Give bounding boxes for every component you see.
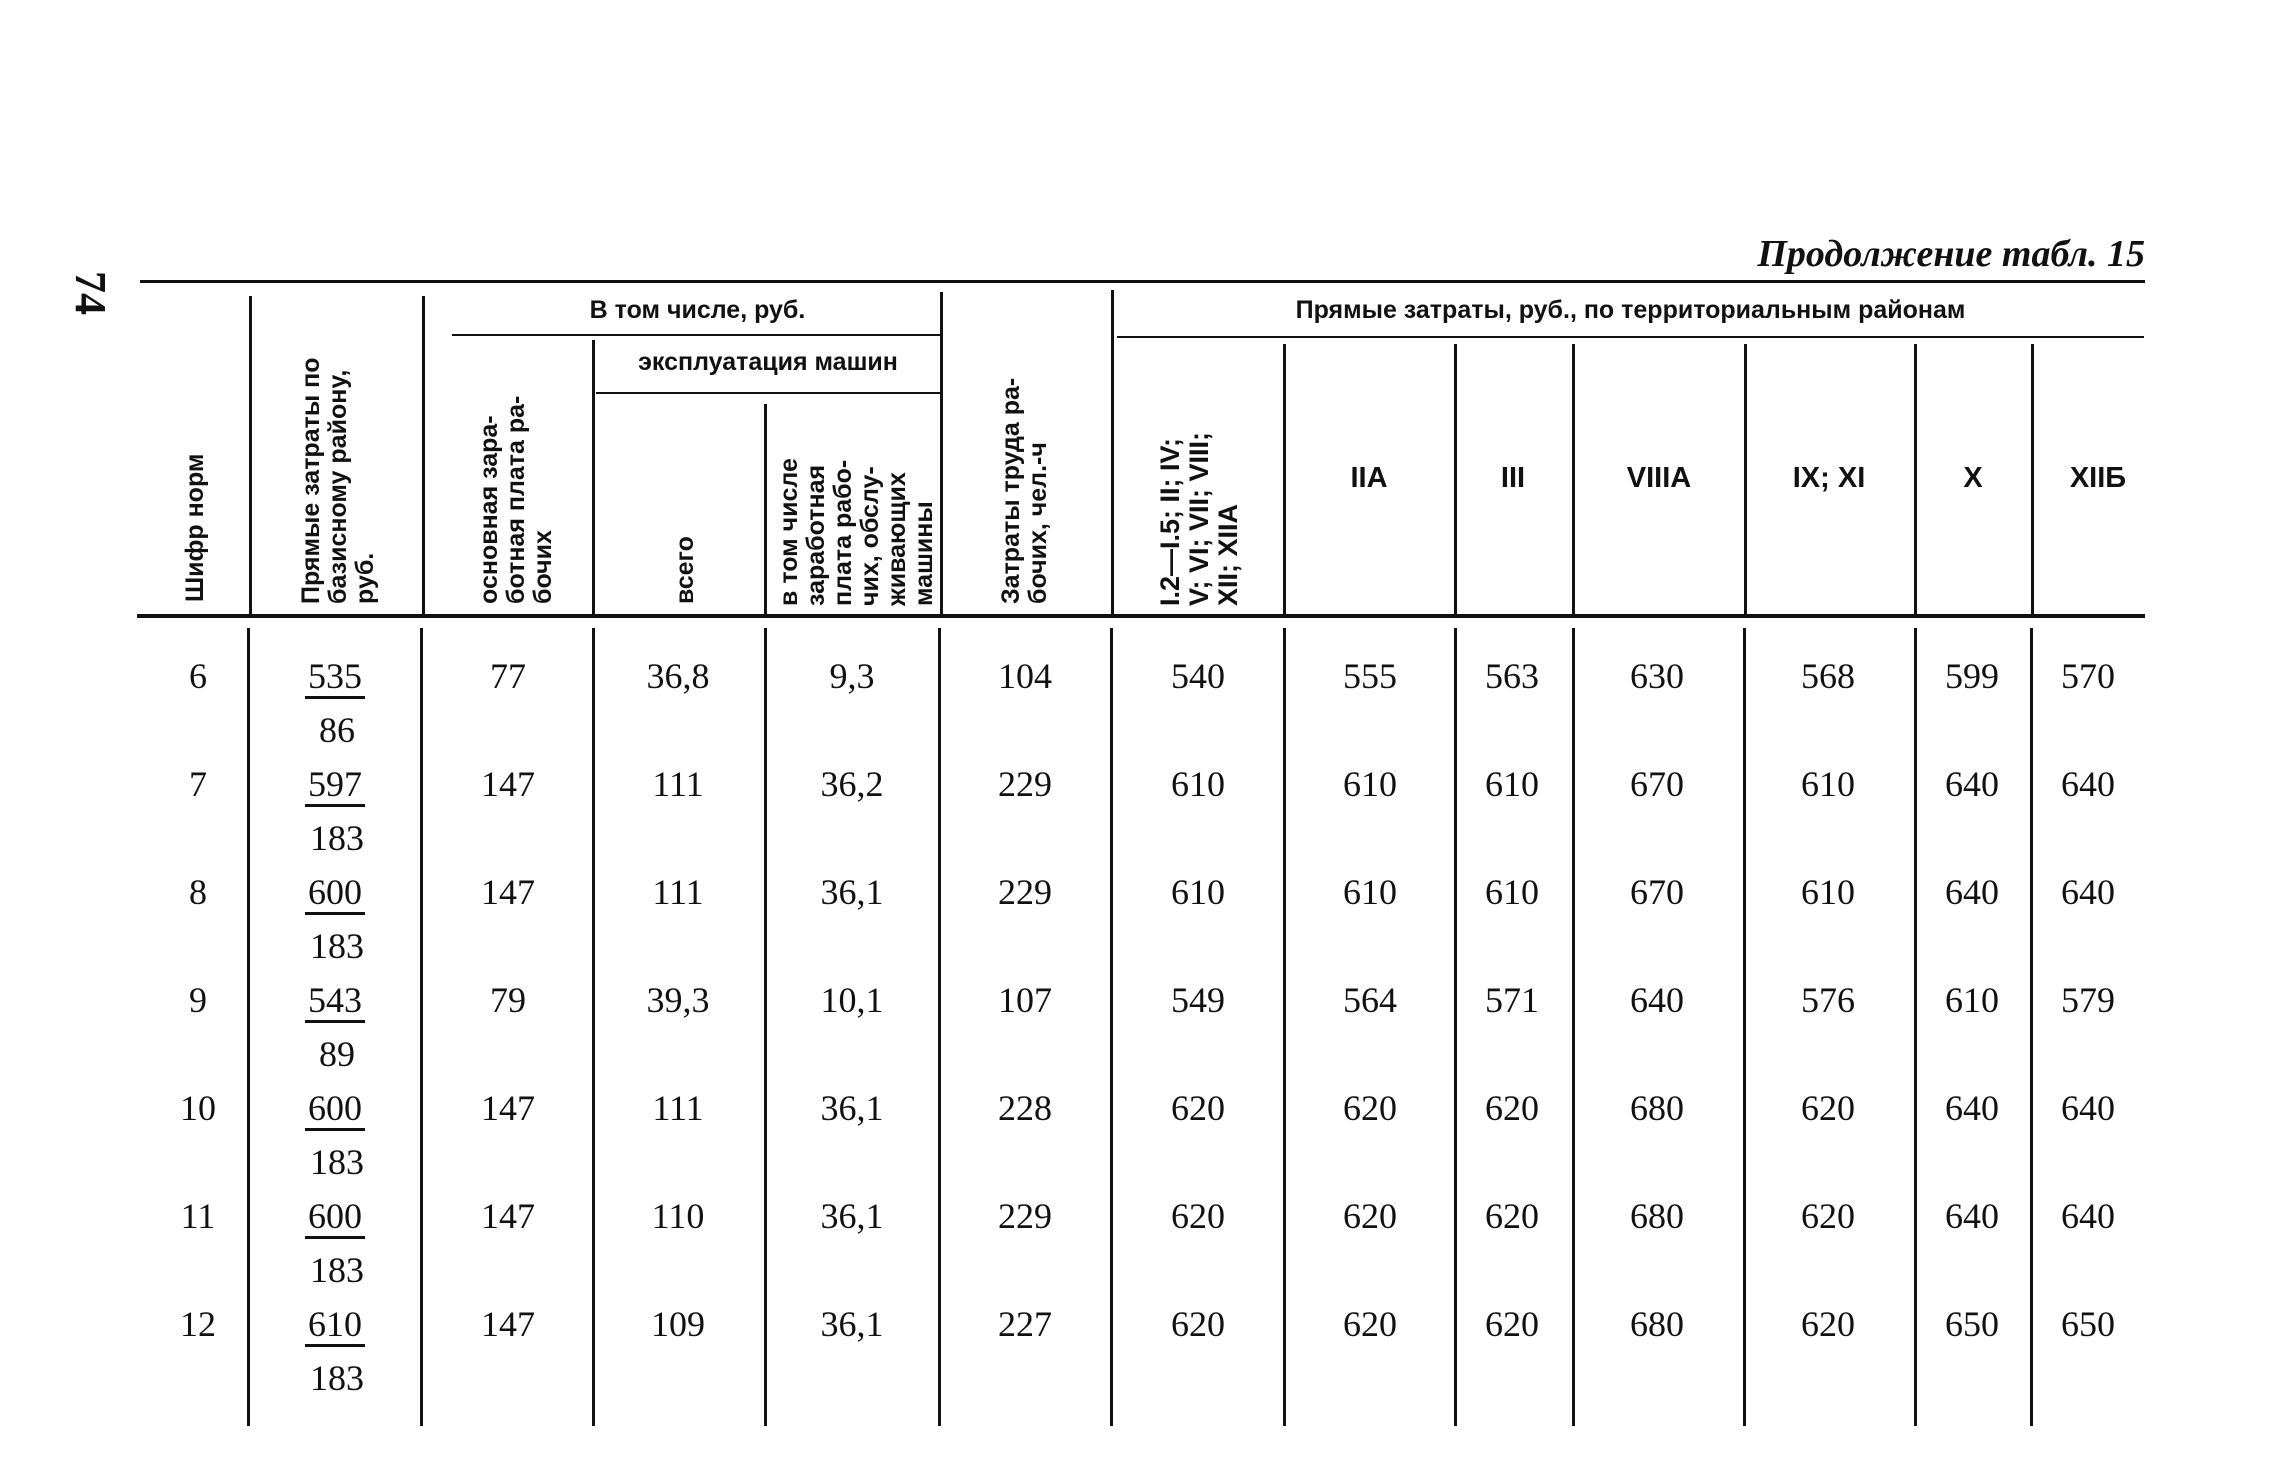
header-divider bbox=[940, 292, 943, 614]
row-total: 39,3 bbox=[646, 980, 710, 1020]
row-code: 9 bbox=[189, 980, 207, 1020]
header-regions: Прямые затраты, руб., по территориальным районам bbox=[1295, 296, 1966, 324]
header-bottom-rule bbox=[137, 614, 2145, 618]
header-divider bbox=[1283, 344, 1286, 614]
row-region-5: 568 bbox=[1801, 656, 1855, 696]
row-region-7: 579 bbox=[2061, 980, 2115, 1020]
header-divider bbox=[592, 340, 595, 614]
row-region-3: 620 bbox=[1485, 1196, 1539, 1236]
row-region-2: 620 bbox=[1343, 1196, 1397, 1236]
row-direct-base-sub: 183 bbox=[310, 1142, 364, 1182]
row-direct-base: 610 bbox=[305, 1304, 365, 1347]
header-labor: Затраты труда ра- бочих, чел.-ч bbox=[997, 377, 1052, 604]
row-direct-base: 535 bbox=[305, 656, 365, 699]
row-region-5: 620 bbox=[1801, 1088, 1855, 1128]
row-region-4: 680 bbox=[1630, 1196, 1684, 1236]
row-incl: 36,2 bbox=[820, 764, 884, 804]
row-wage: 147 bbox=[481, 1088, 535, 1128]
row-region-7: 640 bbox=[2061, 1088, 2115, 1128]
row-region-4: 680 bbox=[1630, 1304, 1684, 1344]
row-region-3: 571 bbox=[1485, 980, 1539, 1020]
body-divider bbox=[1743, 628, 1746, 1426]
row-wage: 79 bbox=[490, 980, 526, 1020]
header-including: В том числе, руб. bbox=[589, 296, 806, 324]
row-incl: 10,1 bbox=[820, 980, 884, 1020]
row-region-4: 630 bbox=[1630, 656, 1684, 696]
row-region-7: 640 bbox=[2061, 872, 2115, 912]
row-region-4: 670 bbox=[1630, 764, 1684, 804]
row-region-2: 610 bbox=[1343, 764, 1397, 804]
row-total: 110 bbox=[651, 1196, 705, 1236]
row-labor: 104 bbox=[998, 656, 1052, 696]
row-region-6: 640 bbox=[1945, 1088, 1999, 1128]
header-region-4: VIIIA bbox=[1626, 462, 1692, 494]
row-total: 111 bbox=[652, 764, 704, 804]
row-direct-base-sub: 86 bbox=[319, 710, 355, 750]
row-region-1: 620 bbox=[1171, 1088, 1225, 1128]
header-region-6: X bbox=[1963, 462, 1983, 494]
row-code: 6 bbox=[189, 656, 207, 696]
body-divider bbox=[592, 628, 595, 1426]
row-region-1: 620 bbox=[1171, 1304, 1225, 1344]
row-region-6: 640 bbox=[1945, 1196, 1999, 1236]
row-labor: 228 bbox=[998, 1088, 1052, 1128]
row-direct-base: 600 bbox=[305, 872, 365, 915]
row-region-4: 670 bbox=[1630, 872, 1684, 912]
row-direct-base: 543 bbox=[305, 980, 365, 1023]
row-labor: 107 bbox=[998, 980, 1052, 1020]
row-region-6: 650 bbox=[1945, 1304, 1999, 1344]
row-code: 10 bbox=[180, 1088, 216, 1128]
page-number: 74 bbox=[66, 271, 115, 315]
row-region-2: 555 bbox=[1343, 656, 1397, 696]
row-region-3: 620 bbox=[1485, 1304, 1539, 1344]
row-labor: 229 bbox=[998, 872, 1052, 912]
row-region-6: 610 bbox=[1945, 980, 1999, 1020]
table-top-rule bbox=[140, 280, 2145, 283]
header-region-1: I.2—I.5; II; IV; V; VI; VII; VIII; XII; XIIA bbox=[1155, 431, 1243, 606]
row-direct-base-sub: 183 bbox=[310, 926, 364, 966]
row-region-3: 563 bbox=[1485, 656, 1539, 696]
row-region-2: 564 bbox=[1343, 980, 1397, 1020]
row-direct-base-sub: 183 bbox=[310, 1250, 364, 1290]
table-caption: Продолжение табл. 15 bbox=[1757, 233, 2145, 275]
row-labor: 227 bbox=[998, 1304, 1052, 1344]
body-divider bbox=[938, 628, 941, 1426]
body-divider bbox=[1283, 628, 1286, 1426]
header-wage: основная зара- ботная плата ра- бочих bbox=[475, 395, 557, 604]
row-direct-base: 600 bbox=[305, 1196, 365, 1239]
row-code: 11 bbox=[180, 1196, 216, 1236]
row-region-3: 610 bbox=[1485, 872, 1539, 912]
header-divider bbox=[249, 296, 252, 614]
row-region-5: 610 bbox=[1801, 764, 1855, 804]
header-region-3: III bbox=[1500, 462, 1526, 494]
row-region-6: 640 bbox=[1945, 872, 1999, 912]
body-divider bbox=[1572, 628, 1575, 1426]
row-region-1: 610 bbox=[1171, 764, 1225, 804]
row-total: 111 bbox=[652, 1088, 704, 1128]
row-region-2: 610 bbox=[1343, 872, 1397, 912]
row-region-1: 610 bbox=[1171, 872, 1225, 912]
row-region-5: 576 bbox=[1801, 980, 1855, 1020]
row-region-3: 620 bbox=[1485, 1088, 1539, 1128]
row-region-6: 599 bbox=[1945, 656, 1999, 696]
header-divider bbox=[1744, 344, 1747, 614]
row-region-3: 610 bbox=[1485, 764, 1539, 804]
body-divider bbox=[1110, 628, 1113, 1426]
row-incl: 36,1 bbox=[820, 1196, 884, 1236]
row-direct-base: 597 bbox=[305, 764, 365, 807]
header-direct-base: Прямые затраты по базисному району, руб. bbox=[297, 357, 379, 604]
body-divider bbox=[420, 628, 423, 1426]
row-region-2: 620 bbox=[1343, 1088, 1397, 1128]
regions-rule bbox=[1117, 336, 2144, 338]
header-region-7: XIIБ bbox=[2069, 462, 2127, 494]
header-divider bbox=[1111, 290, 1114, 614]
header-machines: эксплуатация машин bbox=[638, 348, 898, 376]
row-region-7: 640 bbox=[2061, 764, 2115, 804]
row-code: 12 bbox=[180, 1304, 216, 1344]
body-divider bbox=[247, 628, 250, 1426]
row-labor: 229 bbox=[998, 764, 1052, 804]
row-region-5: 620 bbox=[1801, 1304, 1855, 1344]
row-region-7: 570 bbox=[2061, 656, 2115, 696]
row-total: 111 bbox=[652, 872, 704, 912]
row-region-4: 680 bbox=[1630, 1088, 1684, 1128]
row-wage: 77 bbox=[490, 656, 526, 696]
row-code: 7 bbox=[189, 764, 207, 804]
row-incl: 36,1 bbox=[820, 872, 884, 912]
header-divider bbox=[764, 404, 767, 614]
row-incl: 9,3 bbox=[829, 656, 875, 696]
body-divider bbox=[764, 628, 767, 1426]
row-wage: 147 bbox=[481, 872, 535, 912]
header-incl-wage: в том числе заработная плата рабо- чих, обслу- живающих машины bbox=[775, 458, 938, 606]
row-direct-base-sub: 89 bbox=[319, 1034, 355, 1074]
row-region-2: 620 bbox=[1343, 1304, 1397, 1344]
row-total: 109 bbox=[651, 1304, 705, 1344]
machines-rule bbox=[596, 392, 940, 394]
including-rule bbox=[452, 334, 940, 336]
row-region-1: 620 bbox=[1171, 1196, 1225, 1236]
row-total: 36,8 bbox=[646, 656, 710, 696]
row-region-1: 549 bbox=[1171, 980, 1225, 1020]
row-incl: 36,1 bbox=[820, 1088, 884, 1128]
header-code: Шифр норм bbox=[181, 453, 209, 602]
header-region-2: IIA bbox=[1350, 462, 1388, 494]
row-region-7: 640 bbox=[2061, 1196, 2115, 1236]
header-divider bbox=[422, 296, 425, 614]
row-region-4: 640 bbox=[1630, 980, 1684, 1020]
row-direct-base-sub: 183 bbox=[310, 1358, 364, 1398]
row-direct-base-sub: 183 bbox=[310, 818, 364, 858]
row-region-6: 640 bbox=[1945, 764, 1999, 804]
row-labor: 229 bbox=[998, 1196, 1052, 1236]
row-wage: 147 bbox=[481, 764, 535, 804]
header-total: всего bbox=[671, 536, 699, 604]
row-wage: 147 bbox=[481, 1304, 535, 1344]
header-region-5: IX; XI bbox=[1792, 462, 1866, 494]
row-region-5: 610 bbox=[1801, 872, 1855, 912]
row-region-1: 540 bbox=[1171, 656, 1225, 696]
row-code: 8 bbox=[189, 872, 207, 912]
row-wage: 147 bbox=[481, 1196, 535, 1236]
row-region-7: 650 bbox=[2061, 1304, 2115, 1344]
row-region-5: 620 bbox=[1801, 1196, 1855, 1236]
row-incl: 36,1 bbox=[820, 1304, 884, 1344]
row-direct-base: 600 bbox=[305, 1088, 365, 1131]
